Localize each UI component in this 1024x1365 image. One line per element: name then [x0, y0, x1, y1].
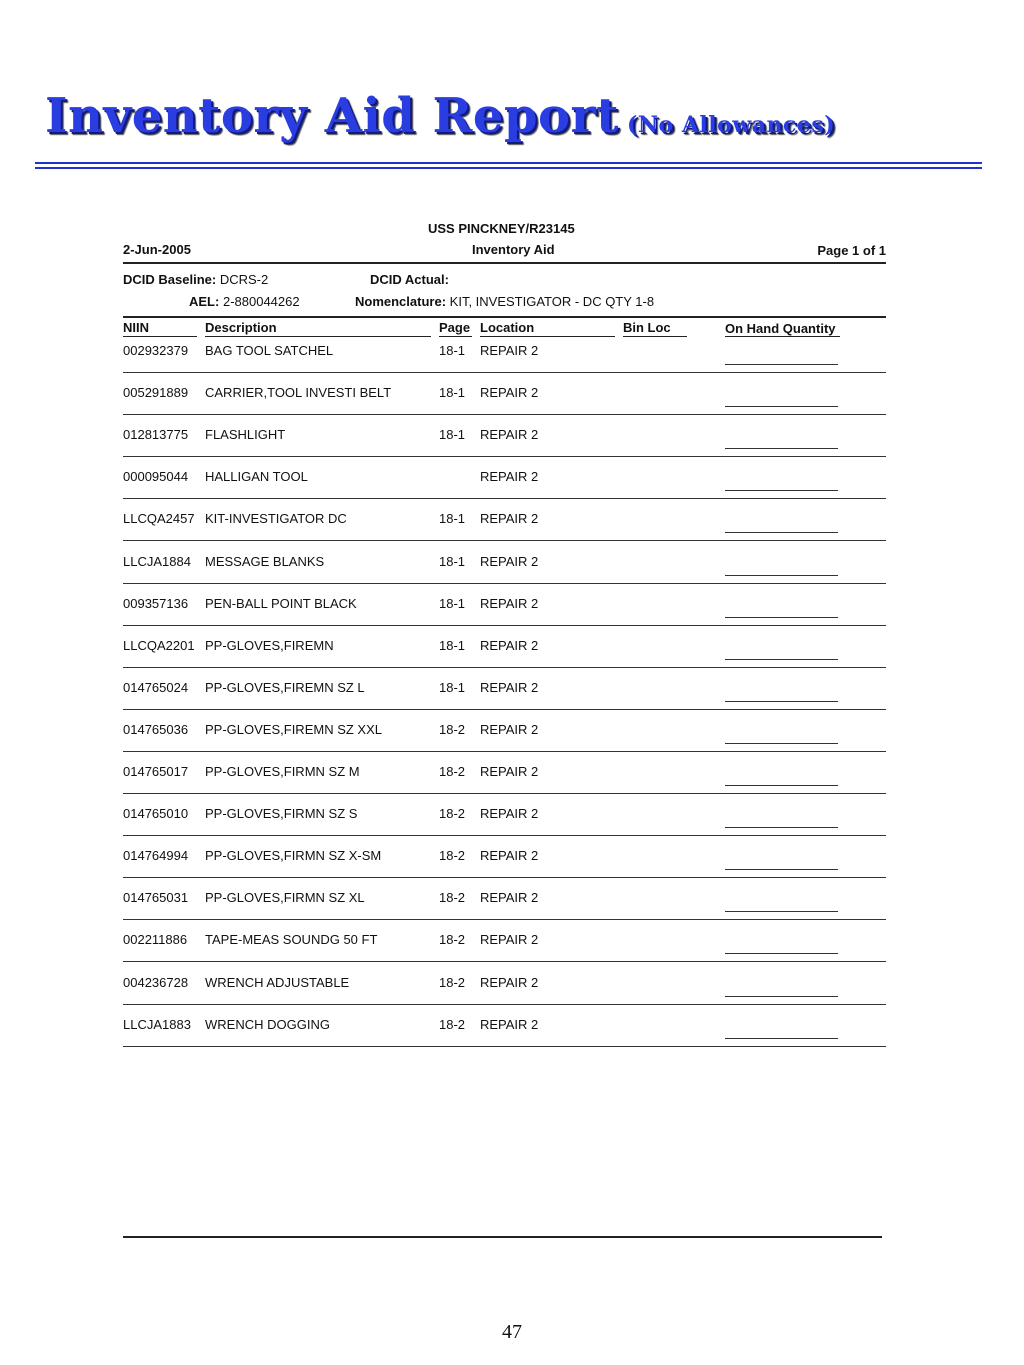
row-description: PEN-BALL POINT BLACK — [205, 595, 357, 611]
row-description: PP-GLOVES,FIREMN — [205, 637, 334, 653]
row-separator — [123, 919, 886, 920]
row-page: 18-1 — [439, 553, 466, 569]
row-location: REPAIR 2 — [480, 427, 539, 443]
row-location: REPAIR 2 — [480, 595, 539, 611]
table-row — [123, 596, 886, 638]
row-niin: 002211886 — [123, 932, 188, 948]
nomenclature — [355, 294, 654, 309]
row-niin: 014764994 — [123, 848, 189, 864]
row-niin: LLCQA2457 — [123, 511, 195, 527]
col-bin-loc-underline — [623, 336, 687, 337]
dcid-baseline-label: DCID Baseline: — [123, 272, 217, 287]
report-name: Inventory Aid — [472, 242, 555, 257]
row-separator — [123, 877, 886, 878]
on-hand-quantity-blank — [725, 869, 838, 870]
row-niin: 002932379 — [123, 343, 189, 358]
row-description: PP-GLOVES,FIRMN SZ X-SM — [205, 848, 382, 864]
row-description: PP-GLOVES,FIREMN SZ L — [205, 679, 365, 695]
row-page: 18-1 — [439, 343, 466, 358]
table-row — [123, 680, 886, 722]
row-page: 18-1 — [439, 511, 466, 527]
row-description: WRENCH DOGGING — [205, 1016, 330, 1032]
row-page: 18-1 — [439, 679, 466, 695]
row-location: REPAIR 2 — [480, 511, 539, 527]
row-page: 18-2 — [439, 806, 466, 822]
on-hand-quantity-blank — [725, 575, 838, 576]
row-niin: 014765010 — [123, 806, 189, 822]
table-row — [123, 975, 886, 1017]
row-page: 18-2 — [439, 764, 466, 779]
row-page: 18-2 — [439, 1016, 466, 1032]
table-row — [123, 469, 886, 511]
on-hand-quantity-blank — [725, 1038, 838, 1039]
table-row — [123, 890, 886, 932]
row-page: 18-2 — [439, 932, 466, 948]
row-separator — [123, 667, 886, 668]
row-separator — [123, 414, 886, 415]
row-location: REPAIR 2 — [480, 1016, 539, 1032]
table-row — [123, 722, 886, 764]
on-hand-quantity-blank — [725, 490, 838, 491]
row-description: WRENCH ADJUSTABLE — [205, 974, 350, 990]
row-location: REPAIR 2 — [480, 469, 539, 485]
dcid-baseline-value: DCRS-2 — [219, 272, 269, 287]
on-hand-quantity-blank — [725, 364, 838, 365]
row-description: HALLIGAN TOOL — [205, 469, 308, 485]
table-row — [123, 427, 886, 469]
row-location: REPAIR 2 — [480, 721, 539, 737]
row-location: REPAIR 2 — [480, 679, 539, 695]
row-page: 18-1 — [439, 637, 466, 653]
report-title-main: Inventory Aid Report — [45, 88, 619, 144]
on-hand-quantity-blank — [725, 827, 838, 828]
row-page: 18-2 — [439, 721, 466, 737]
col-on-hand: On Hand Quantity — [725, 321, 836, 336]
row-separator — [123, 751, 886, 752]
row-separator — [123, 709, 886, 710]
title-rule-bottom — [35, 167, 982, 169]
report-title — [45, 88, 835, 144]
col-on-hand-underline — [725, 336, 840, 337]
col-bin-loc: Bin Loc — [623, 320, 671, 335]
nomenclature-value: KIT, INVESTIGATOR - DC QTY 1-8 — [449, 294, 655, 309]
table-row — [123, 511, 886, 553]
row-location: REPAIR 2 — [480, 974, 539, 990]
header-rule — [123, 262, 886, 264]
col-page-underline — [439, 336, 472, 337]
row-location: REPAIR 2 — [480, 637, 539, 653]
row-separator — [123, 625, 886, 626]
row-description: PP-GLOVES,FIREMN SZ XXL — [205, 721, 382, 737]
row-location: REPAIR 2 — [480, 806, 539, 822]
row-separator — [123, 793, 886, 794]
on-hand-quantity-blank — [725, 701, 838, 702]
row-niin: 014765031 — [123, 890, 189, 906]
row-page: 18-1 — [439, 427, 466, 443]
table-row — [123, 343, 886, 385]
table-row — [123, 932, 886, 974]
col-description-underline — [205, 336, 431, 337]
row-page: 18-2 — [439, 848, 466, 864]
on-hand-quantity-blank — [725, 406, 838, 407]
row-description: MESSAGE BLANKS — [205, 553, 325, 569]
on-hand-quantity-blank — [725, 743, 838, 744]
report-date: 2-Jun-2005 — [123, 242, 191, 257]
row-separator — [123, 372, 886, 373]
col-page: Page — [439, 320, 471, 335]
on-hand-quantity-blank — [725, 911, 838, 912]
row-separator — [123, 540, 886, 541]
row-description: PP-GLOVES,FIRMN SZ XL — [205, 890, 365, 906]
subheader-rule — [123, 316, 886, 318]
col-niin: NIIN — [123, 320, 149, 335]
row-niin: LLCJA1883 — [123, 1016, 191, 1032]
footer-rule — [123, 1236, 882, 1238]
row-location: REPAIR 2 — [480, 553, 539, 569]
page-number: 47 — [502, 1321, 522, 1343]
report-title-sub: (No Allowances) — [626, 112, 836, 138]
title-rule-top — [35, 162, 982, 164]
row-location: REPAIR 2 — [480, 848, 539, 864]
col-location: Location — [480, 320, 535, 335]
row-location: REPAIR 2 — [480, 890, 539, 906]
row-niin: 005291889 — [123, 385, 189, 401]
table-row — [123, 1017, 886, 1059]
row-location: REPAIR 2 — [480, 385, 539, 401]
table-row — [123, 638, 886, 680]
on-hand-quantity-blank — [725, 953, 838, 954]
row-description: TAPE-MEAS SOUNDG 50 FT — [205, 932, 378, 948]
row-description: CARRIER,TOOL INVESTI BELT — [205, 385, 392, 401]
row-niin: 004236728 — [123, 974, 189, 990]
ael — [189, 294, 300, 309]
row-description: KIT-INVESTIGATOR DC — [205, 511, 347, 527]
ael-label: AEL: — [189, 294, 220, 309]
col-location-underline — [480, 336, 615, 337]
row-separator — [123, 583, 886, 584]
row-niin: LLCQA2201 — [123, 637, 195, 653]
row-separator — [123, 498, 886, 499]
table-row — [123, 806, 886, 848]
on-hand-quantity-blank — [725, 617, 838, 618]
row-niin: 014765017 — [123, 764, 189, 779]
row-separator — [123, 1004, 886, 1005]
row-niin: 014765036 — [123, 721, 189, 737]
on-hand-quantity-blank — [725, 659, 838, 660]
ship-name: USS PINCKNEY/R23145 — [428, 221, 575, 236]
dcid-baseline — [123, 272, 268, 287]
row-description: FLASHLIGHT — [205, 427, 286, 443]
col-niin-underline — [123, 336, 197, 337]
page-indicator: Page 1 of 1 — [817, 243, 886, 258]
on-hand-quantity-blank — [725, 532, 838, 533]
col-description: Description — [205, 320, 277, 335]
nomenclature-label: Nomenclature: — [355, 294, 447, 309]
row-page: 18-1 — [439, 385, 466, 401]
row-page: 18-2 — [439, 974, 466, 990]
table-row — [123, 385, 886, 427]
row-separator — [123, 1046, 886, 1047]
row-niin: LLCJA1884 — [123, 553, 191, 569]
row-description: PP-GLOVES,FIRMN SZ M — [205, 764, 360, 779]
row-separator — [123, 835, 886, 836]
row-niin: 014765024 — [123, 679, 189, 695]
row-separator — [123, 961, 886, 962]
row-niin: 009357136 — [123, 595, 189, 611]
row-location: REPAIR 2 — [480, 343, 539, 358]
on-hand-quantity-blank — [725, 785, 838, 786]
ael-value: 2-880044262 — [222, 294, 300, 309]
row-location: REPAIR 2 — [480, 932, 539, 948]
row-separator — [123, 456, 886, 457]
dcid-actual-label: DCID Actual: — [370, 272, 449, 287]
row-niin: 012813775 — [123, 427, 189, 443]
table-row — [123, 848, 886, 890]
row-description: PP-GLOVES,FIRMN SZ S — [205, 806, 358, 822]
row-page: 18-1 — [439, 595, 466, 611]
row-page: 18-2 — [439, 890, 466, 906]
row-location: REPAIR 2 — [480, 764, 539, 779]
row-description: BAG TOOL SATCHEL — [205, 343, 334, 358]
table-row — [123, 554, 886, 596]
on-hand-quantity-blank — [725, 996, 838, 997]
table-row — [123, 764, 886, 806]
row-niin: 000095044 — [123, 469, 189, 485]
on-hand-quantity-blank — [725, 448, 838, 449]
